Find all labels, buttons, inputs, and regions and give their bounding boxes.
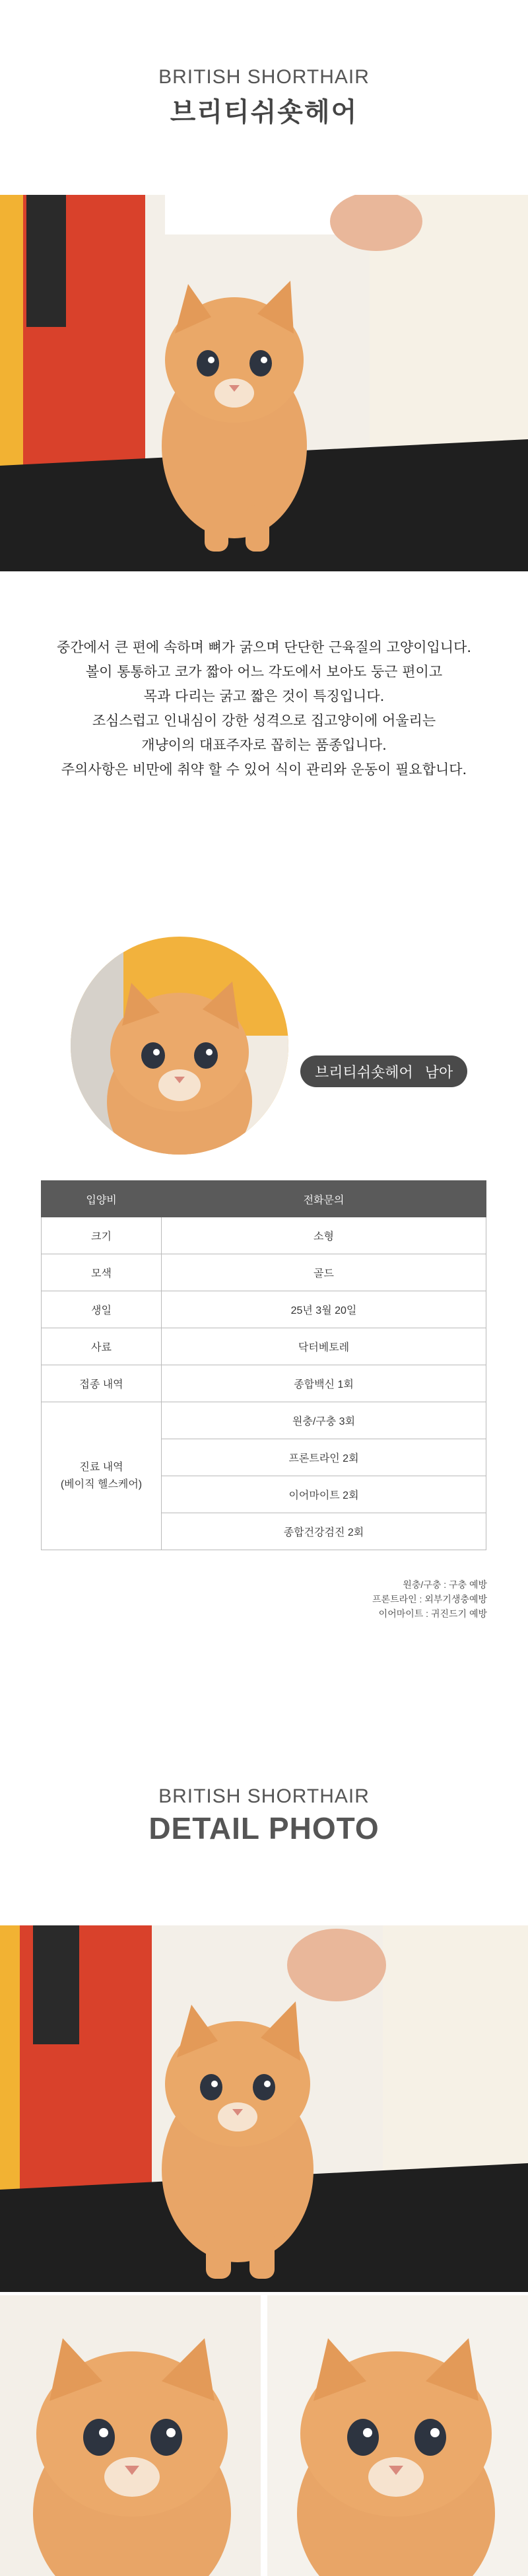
- table-row: [42, 1254, 486, 1291]
- description-line: 조심스럽고 인내심이 강한 성격으로 집고양이에 어울리는: [92, 713, 436, 729]
- description-line: 주의사항은 비만에 취약 할 수 있어 식이 관리와 운동이 필요합니다.: [61, 762, 467, 777]
- description-line: 개냥이의 대표주자로 꼽히는 품종입니다.: [141, 737, 387, 753]
- kitten-face-illustration: [71, 937, 288, 1155]
- info-table: [41, 1180, 486, 1550]
- row-value: 25년 3월 20일: [162, 1291, 486, 1328]
- row-label: 사료: [42, 1328, 162, 1365]
- description-line: 중간에서 큰 편에 속하며 뼈가 굵으며 단단한 근육질의 고양이입니다.: [56, 639, 472, 655]
- care-label-line2: (베이직 헬스케어): [60, 1478, 143, 1490]
- care-history-label: [42, 1402, 162, 1550]
- care-item: 프론트라인 2회: [162, 1439, 486, 1476]
- detail-photo-closeup-left: [0, 2295, 261, 2576]
- cat-photo-illustration: [0, 195, 528, 571]
- breed-description: [0, 635, 528, 782]
- row-label: 크기: [42, 1217, 162, 1254]
- badge-sex: 남아: [424, 1063, 453, 1081]
- table-header-row: [42, 1181, 486, 1217]
- note-line: 이어마이트 : 귀진드기 예방: [378, 1608, 487, 1619]
- row-label: 생일: [42, 1291, 162, 1328]
- hero-subtitle: BRITISH SHORTHAIR: [158, 66, 370, 88]
- row-label: 접종 내역: [42, 1365, 162, 1402]
- care-item: 종합건강검진 2회: [162, 1513, 486, 1550]
- table-row: [42, 1328, 486, 1365]
- cat-photo-illustration: [0, 2295, 261, 2576]
- row-value: 닥터베토레: [162, 1328, 486, 1365]
- cat-photo-illustration: [267, 2295, 528, 2576]
- note-line: 프론트라인 : 외부기생충예방: [372, 1594, 487, 1604]
- care-label-line1: 진료 내역: [79, 1461, 123, 1473]
- adoption-fee-label: 입양비: [42, 1181, 162, 1217]
- detail-photo-walking: [0, 1925, 528, 2292]
- profile-photo: [71, 937, 288, 1155]
- care-notes: [372, 1577, 487, 1621]
- row-value: 종합백신 1회: [162, 1365, 486, 1402]
- table-row: [42, 1291, 486, 1328]
- table-row: [42, 1365, 486, 1402]
- detail-header: [0, 1785, 528, 1846]
- note-line: 원충/구충 : 구충 예방: [403, 1579, 487, 1590]
- cat-photo-illustration: [0, 1925, 528, 2292]
- hero-title: 브리티쉬숏헤어: [170, 98, 358, 127]
- breed-sex-badge: [300, 1055, 467, 1087]
- main-cat-photo: [0, 195, 528, 571]
- badge-breed: 브리티쉬숏헤어: [315, 1063, 413, 1081]
- detail-subtitle: BRITISH SHORTHAIR: [158, 1785, 370, 1807]
- hero-header: [0, 66, 528, 129]
- description-line: 볼이 통통하고 코가 짧아 어느 각도에서 보아도 둥근 편이고: [85, 664, 443, 680]
- care-item: 이어마이트 2회: [162, 1476, 486, 1513]
- care-item: 원충/구충 3회: [162, 1402, 486, 1439]
- adoption-fee-value: 전화문의: [162, 1181, 486, 1217]
- row-label: 모색: [42, 1254, 162, 1291]
- detail-title: DETAIL PHOTO: [148, 1811, 380, 1845]
- row-value: 소형: [162, 1217, 486, 1254]
- description-line: 목과 다리는 굵고 짧은 것이 특징입니다.: [143, 688, 385, 704]
- table-row: [42, 1217, 486, 1254]
- detail-photo-closeup-right: [267, 2295, 528, 2576]
- row-value: 골드: [162, 1254, 486, 1291]
- table-row: [42, 1402, 486, 1439]
